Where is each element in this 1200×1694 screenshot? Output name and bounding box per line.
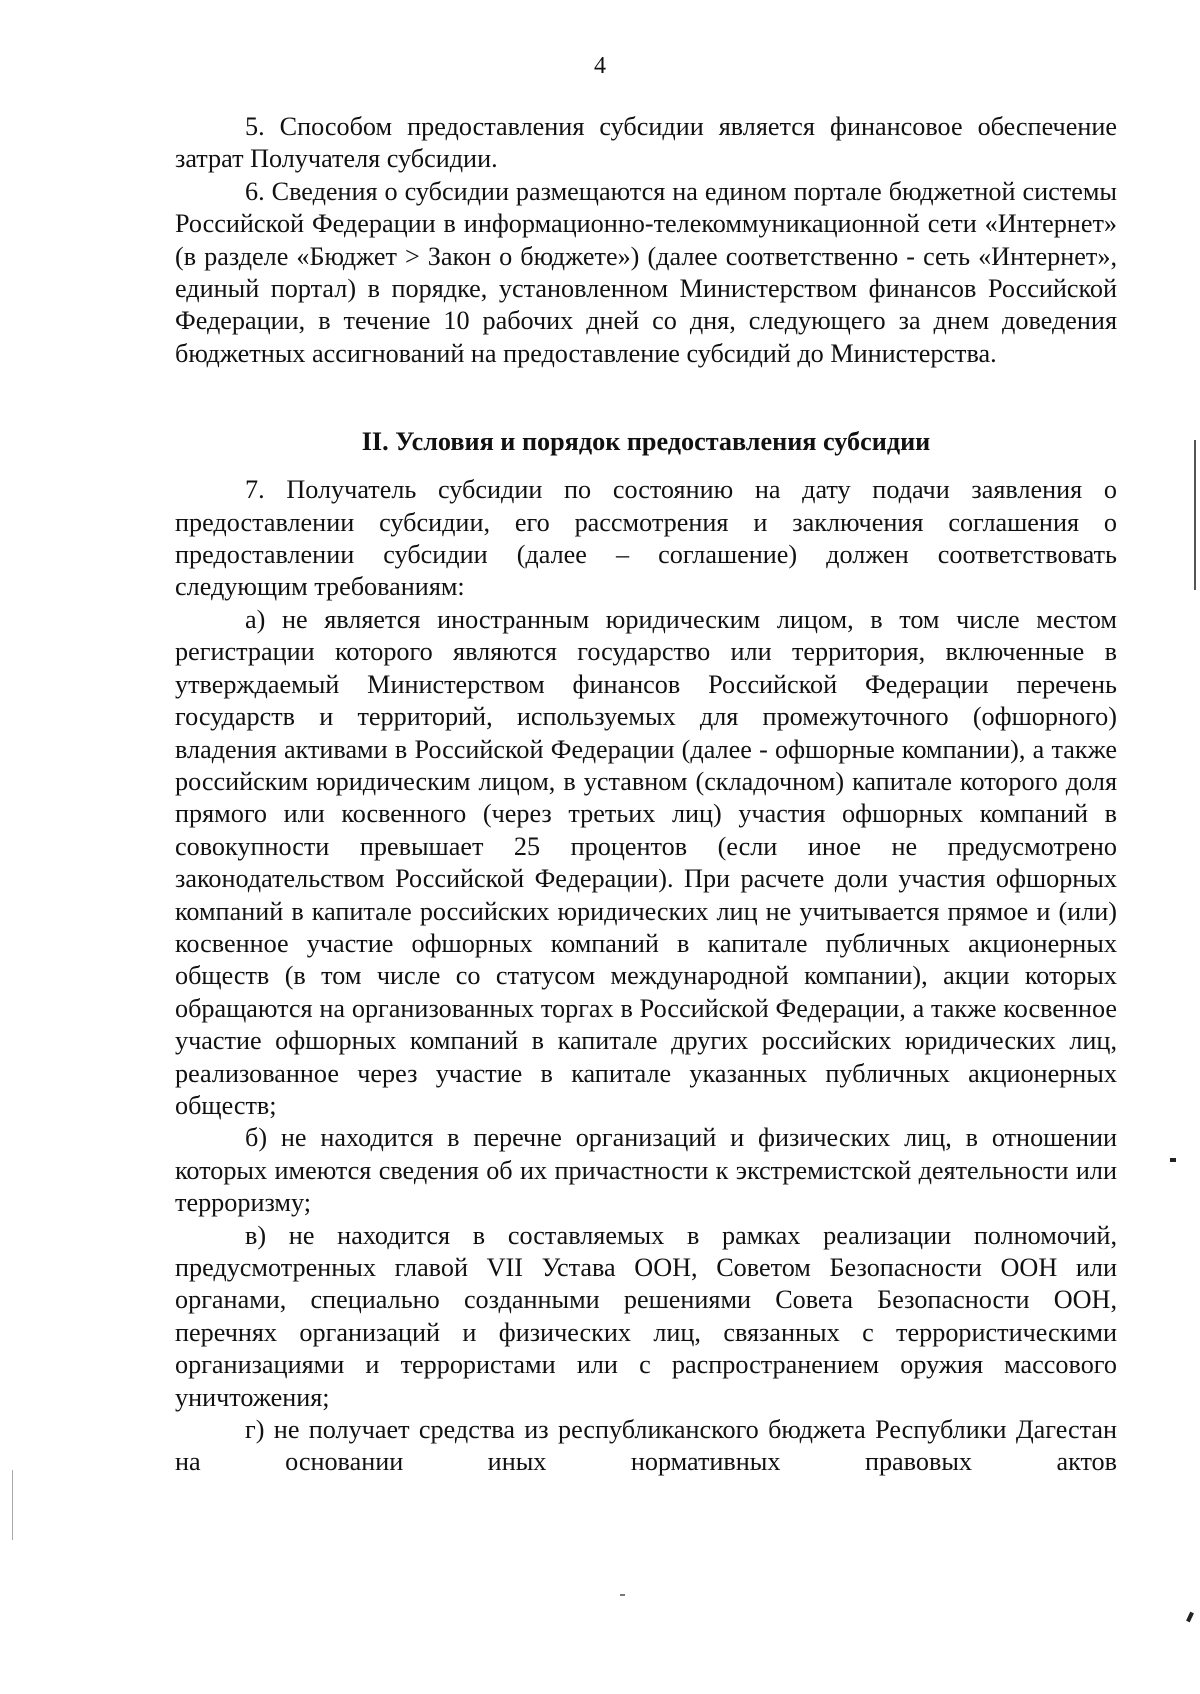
scan-edge-line — [1194, 440, 1196, 590]
paragraph-5: 5. Способом предоставления субсидии является финансовое обеспечение затрат Получателя субсидии. — [175, 112, 1117, 174]
scan-speck — [620, 1594, 625, 1596]
paragraph-7b: б) не находится в перечне организаций и физических лиц, в отношении которых имеются сведения об их причастности к экстремистской деятельности или терроризму; — [175, 1123, 1117, 1218]
scan-edge-line — [12, 1470, 13, 1540]
paragraph-6: 6. Сведения о субсидии размещаются на едином портале бюджетной системы Российской Федерации в информационно-телекоммуникационной сети «Интернет» (в разделе «Бюджет > Закон о бюджете») (далее соответственно - сеть «Интернет», единый портал) в порядке, установленном Министерством финансов Российской Федерации, в течение 10 рабочих дней со дня, следующего за днем доведения бюджетных ассигнований на предоставление субсидий до Министерства. — [175, 176, 1117, 368]
section-heading: II. Условия и порядок предоставления субсидии — [361, 427, 931, 457]
paragraph-7: 7. Получатель субсидии по состоянию на дату подачи заявления о предоставлении субсидии, его рассмотрения и заключения соглашения о предоставлении субсидии (далее – соглашение) должен соответствовать следующим требованиям: — [175, 475, 1117, 602]
page-number: 4 — [594, 53, 606, 79]
paragraph-7v: в) не находится в составляемых в рамках реализации полномочий, предусмотренных главой VII Устава ООН, Советом Безопасности ООН или органами, специально созданными решениями Совета Безопасности ООН, перечнях организаций и физических лиц, связанных с террористическими организациями и террористами или с распространением оружия массового уничтожения; — [175, 1220, 1117, 1412]
paragraph-7a: а) не является иностранным юридическим лицом, в том числе местом регистрации которого являются государство или территория, включенные в утверждаемый Министерством финансов Российской Федерации перечень государств и территорий, используемых для промежуточного (офшорного) владения активами в Российской Федерации (далее - офшорные компании), а также российским юридическим лицом, в уставном (складочном) капитале которого доля прямого или косвенного (через третьих лиц) участия офшорных компаний в совокупности превышает 25 процентов (если иное не предусмотрено законодательством Российской Федерации). При расчете доли участия офшорных компаний в капитале российских юридических лиц не учитывается прямое и (или) косвенное участие офшорных компаний в капитале публичных акционерных обществ (в том числе со статусом международной компании), акции которых обращаются на организованных торгах в Российской Федерации, а также косвенное участие офшорных компаний в капитале других российских юридических лиц, реализованное через участие в капитале указанных публичных акционерных обществ; — [175, 604, 1117, 1120]
scan-speck — [1170, 1158, 1176, 1162]
document-body — [175, 111, 1117, 1479]
paragraph-7g: г) не получает средства из республиканского бюджета Республики Дагестан на основании иных нормативных правовых актов — [175, 1415, 1117, 1477]
scan-speck — [1186, 1612, 1194, 1623]
